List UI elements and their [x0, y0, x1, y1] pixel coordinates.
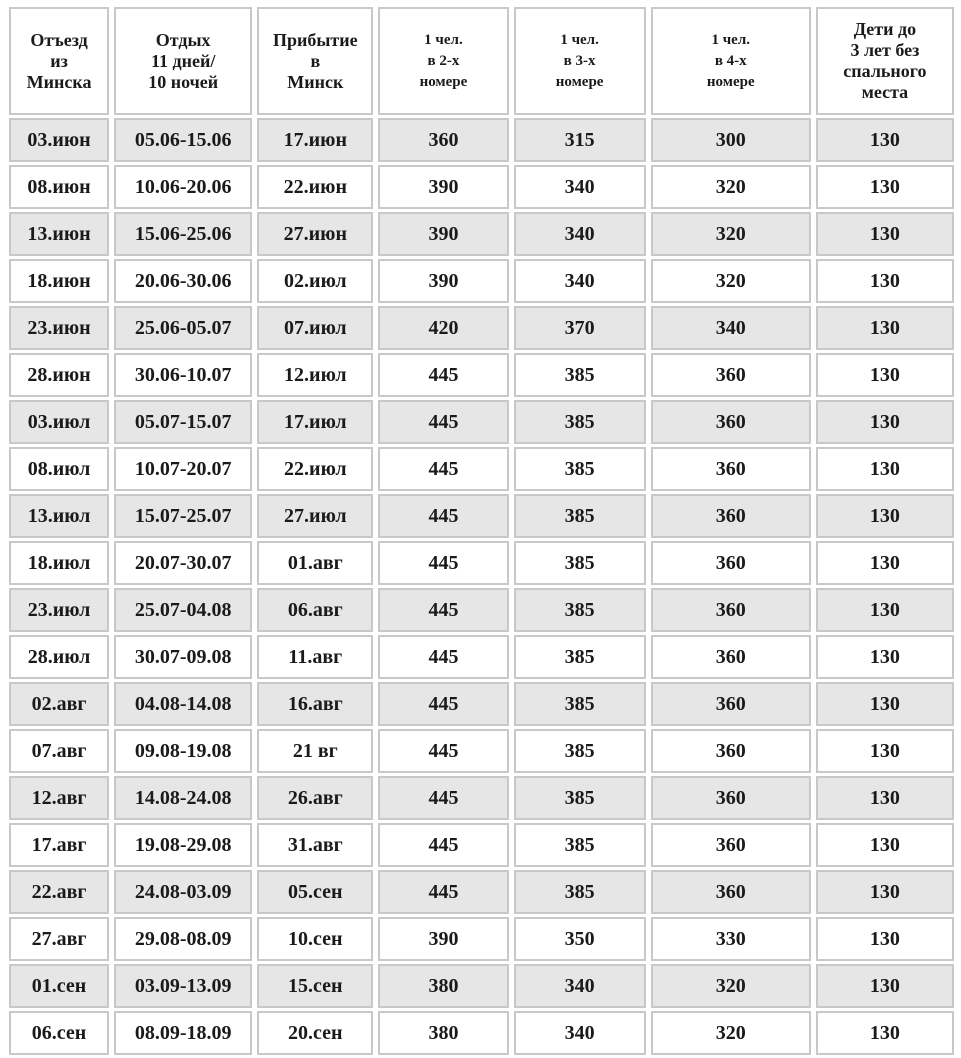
price-quad-cell: 360: [651, 400, 811, 444]
rest-period-cell: 09.08-19.08: [114, 729, 252, 773]
departure-date-cell: 18.июл: [9, 541, 109, 585]
price-children-cell: 130: [816, 682, 954, 726]
price-children-cell: 130: [816, 447, 954, 491]
departure-date-cell: 27.авг: [9, 917, 109, 961]
price-double-cell: 380: [378, 1011, 508, 1055]
arrival-date-cell: 21 вг: [257, 729, 373, 773]
price-double-cell: 445: [378, 447, 508, 491]
price-triple-cell: 385: [514, 447, 646, 491]
table-row: [9, 306, 954, 350]
table-row: [9, 964, 954, 1008]
arrival-date-cell: 26.авг: [257, 776, 373, 820]
rest-period-cell: 20.06-30.06: [114, 259, 252, 303]
price-children-cell: 130: [816, 917, 954, 961]
header-triple-room: 1 чел. в 3-х номере: [514, 7, 646, 115]
price-double-cell: 360: [378, 118, 508, 162]
price-children-cell: 130: [816, 118, 954, 162]
price-triple-cell: 340: [514, 212, 646, 256]
price-children-cell: 130: [816, 165, 954, 209]
price-triple-cell: 385: [514, 682, 646, 726]
price-children-cell: 130: [816, 823, 954, 867]
price-quad-cell: 320: [651, 212, 811, 256]
price-triple-cell: 385: [514, 870, 646, 914]
arrival-date-cell: 12.июл: [257, 353, 373, 397]
price-quad-cell: 320: [651, 259, 811, 303]
rest-period-cell: 10.07-20.07: [114, 447, 252, 491]
arrival-date-cell: 07.июл: [257, 306, 373, 350]
price-double-cell: 445: [378, 776, 508, 820]
rest-period-cell: 05.06-15.06: [114, 118, 252, 162]
price-children-cell: 130: [816, 964, 954, 1008]
header-row: [9, 7, 954, 115]
table-row: [9, 118, 954, 162]
price-double-cell: 390: [378, 259, 508, 303]
table-row: [9, 259, 954, 303]
price-quad-cell: 300: [651, 118, 811, 162]
price-children-cell: 130: [816, 870, 954, 914]
departure-date-cell: 12.авг: [9, 776, 109, 820]
price-children-cell: 130: [816, 1011, 954, 1055]
price-double-cell: 445: [378, 494, 508, 538]
price-triple-cell: 385: [514, 729, 646, 773]
arrival-date-cell: 20.сен: [257, 1011, 373, 1055]
price-quad-cell: 360: [651, 541, 811, 585]
price-double-cell: 390: [378, 212, 508, 256]
price-double-cell: 390: [378, 917, 508, 961]
price-quad-cell: 360: [651, 870, 811, 914]
table-row: [9, 353, 954, 397]
price-quad-cell: 320: [651, 165, 811, 209]
arrival-date-cell: 16.авг: [257, 682, 373, 726]
rest-period-cell: 10.06-20.06: [114, 165, 252, 209]
price-quad-cell: 320: [651, 1011, 811, 1055]
rest-period-cell: 08.09-18.09: [114, 1011, 252, 1055]
departure-date-cell: 28.июн: [9, 353, 109, 397]
arrival-date-cell: 11.авг: [257, 635, 373, 679]
price-children-cell: 130: [816, 212, 954, 256]
arrival-date-cell: 31.авг: [257, 823, 373, 867]
price-children-cell: 130: [816, 494, 954, 538]
price-quad-cell: 360: [651, 823, 811, 867]
price-triple-cell: 385: [514, 400, 646, 444]
price-quad-cell: 360: [651, 776, 811, 820]
table-row: [9, 682, 954, 726]
rest-period-cell: 15.06-25.06: [114, 212, 252, 256]
departure-date-cell: 28.июл: [9, 635, 109, 679]
departure-date-cell: 08.июл: [9, 447, 109, 491]
arrival-date-cell: 10.сен: [257, 917, 373, 961]
header-double-room: 1 чел. в 2-х номере: [378, 7, 508, 115]
table-row: [9, 917, 954, 961]
price-quad-cell: 360: [651, 682, 811, 726]
header-arrival: Прибытие в Минск: [257, 7, 373, 115]
departure-date-cell: 22.авг: [9, 870, 109, 914]
price-triple-cell: 385: [514, 494, 646, 538]
price-double-cell: 420: [378, 306, 508, 350]
price-triple-cell: 385: [514, 635, 646, 679]
price-double-cell: 445: [378, 588, 508, 632]
arrival-date-cell: 17.июн: [257, 118, 373, 162]
price-quad-cell: 330: [651, 917, 811, 961]
price-double-cell: 445: [378, 541, 508, 585]
departure-date-cell: 02.авг: [9, 682, 109, 726]
header-rest: Отдых 11 дней/ 10 ночей: [114, 7, 252, 115]
price-children-cell: 130: [816, 588, 954, 632]
rest-period-cell: 15.07-25.07: [114, 494, 252, 538]
price-triple-cell: 340: [514, 165, 646, 209]
table-row: [9, 447, 954, 491]
price-double-cell: 445: [378, 682, 508, 726]
arrival-date-cell: 22.июн: [257, 165, 373, 209]
price-triple-cell: 385: [514, 353, 646, 397]
departure-date-cell: 23.июн: [9, 306, 109, 350]
table-row: [9, 776, 954, 820]
price-children-cell: 130: [816, 635, 954, 679]
table-row: [9, 165, 954, 209]
departure-date-cell: 08.июн: [9, 165, 109, 209]
arrival-date-cell: 27.июн: [257, 212, 373, 256]
table-row: [9, 823, 954, 867]
departure-date-cell: 13.июн: [9, 212, 109, 256]
price-double-cell: 445: [378, 823, 508, 867]
arrival-date-cell: 05.сен: [257, 870, 373, 914]
price-double-cell: 445: [378, 635, 508, 679]
price-double-cell: 445: [378, 353, 508, 397]
price-children-cell: 130: [816, 259, 954, 303]
price-double-cell: 380: [378, 964, 508, 1008]
table-row: [9, 635, 954, 679]
table-body: [9, 118, 954, 1055]
price-triple-cell: 340: [514, 964, 646, 1008]
price-double-cell: 445: [378, 729, 508, 773]
rest-period-cell: 05.07-15.07: [114, 400, 252, 444]
price-quad-cell: 360: [651, 729, 811, 773]
price-quad-cell: 360: [651, 353, 811, 397]
table-row: [9, 212, 954, 256]
rest-period-cell: 14.08-24.08: [114, 776, 252, 820]
rest-period-cell: 03.09-13.09: [114, 964, 252, 1008]
price-triple-cell: 385: [514, 588, 646, 632]
price-triple-cell: 315: [514, 118, 646, 162]
rest-period-cell: 30.07-09.08: [114, 635, 252, 679]
price-quad-cell: 320: [651, 964, 811, 1008]
departure-date-cell: 23.июл: [9, 588, 109, 632]
header-quad-room: 1 чел. в 4-х номере: [651, 7, 811, 115]
table-row: [9, 541, 954, 585]
departure-date-cell: 03.июн: [9, 118, 109, 162]
rest-period-cell: 04.08-14.08: [114, 682, 252, 726]
price-children-cell: 130: [816, 776, 954, 820]
rest-period-cell: 20.07-30.07: [114, 541, 252, 585]
price-triple-cell: 350: [514, 917, 646, 961]
arrival-date-cell: 01.авг: [257, 541, 373, 585]
price-triple-cell: 340: [514, 259, 646, 303]
price-children-cell: 130: [816, 541, 954, 585]
price-children-cell: 130: [816, 400, 954, 444]
departure-date-cell: 06.сен: [9, 1011, 109, 1055]
departure-date-cell: 03.июл: [9, 400, 109, 444]
price-children-cell: 130: [816, 353, 954, 397]
arrival-date-cell: 17.июл: [257, 400, 373, 444]
rest-period-cell: 25.07-04.08: [114, 588, 252, 632]
arrival-date-cell: 06.авг: [257, 588, 373, 632]
table-row: [9, 494, 954, 538]
departure-date-cell: 01.сен: [9, 964, 109, 1008]
rest-period-cell: 24.08-03.09: [114, 870, 252, 914]
price-quad-cell: 340: [651, 306, 811, 350]
price-triple-cell: 385: [514, 776, 646, 820]
price-quad-cell: 360: [651, 635, 811, 679]
price-quad-cell: 360: [651, 588, 811, 632]
price-children-cell: 130: [816, 306, 954, 350]
departure-date-cell: 18.июн: [9, 259, 109, 303]
price-double-cell: 445: [378, 400, 508, 444]
arrival-date-cell: 27.июл: [257, 494, 373, 538]
price-triple-cell: 340: [514, 1011, 646, 1055]
header-children: Дети до 3 лет без спального места: [816, 7, 954, 115]
rest-period-cell: 29.08-08.09: [114, 917, 252, 961]
departure-date-cell: 07.авг: [9, 729, 109, 773]
table-row: [9, 400, 954, 444]
price-children-cell: 130: [816, 729, 954, 773]
arrival-date-cell: 22.июл: [257, 447, 373, 491]
table-row: [9, 1011, 954, 1055]
price-quad-cell: 360: [651, 494, 811, 538]
rest-period-cell: 19.08-29.08: [114, 823, 252, 867]
price-quad-cell: 360: [651, 447, 811, 491]
table-row: [9, 729, 954, 773]
price-triple-cell: 370: [514, 306, 646, 350]
price-triple-cell: 385: [514, 541, 646, 585]
price-triple-cell: 385: [514, 823, 646, 867]
departure-date-cell: 13.июл: [9, 494, 109, 538]
departure-date-cell: 17.авг: [9, 823, 109, 867]
tour-price-table: [4, 4, 959, 1058]
table-row: [9, 588, 954, 632]
rest-period-cell: 30.06-10.07: [114, 353, 252, 397]
header-departure: Отъезд из Минска: [9, 7, 109, 115]
price-double-cell: 390: [378, 165, 508, 209]
table-row: [9, 870, 954, 914]
price-double-cell: 445: [378, 870, 508, 914]
arrival-date-cell: 15.сен: [257, 964, 373, 1008]
arrival-date-cell: 02.июл: [257, 259, 373, 303]
rest-period-cell: 25.06-05.07: [114, 306, 252, 350]
